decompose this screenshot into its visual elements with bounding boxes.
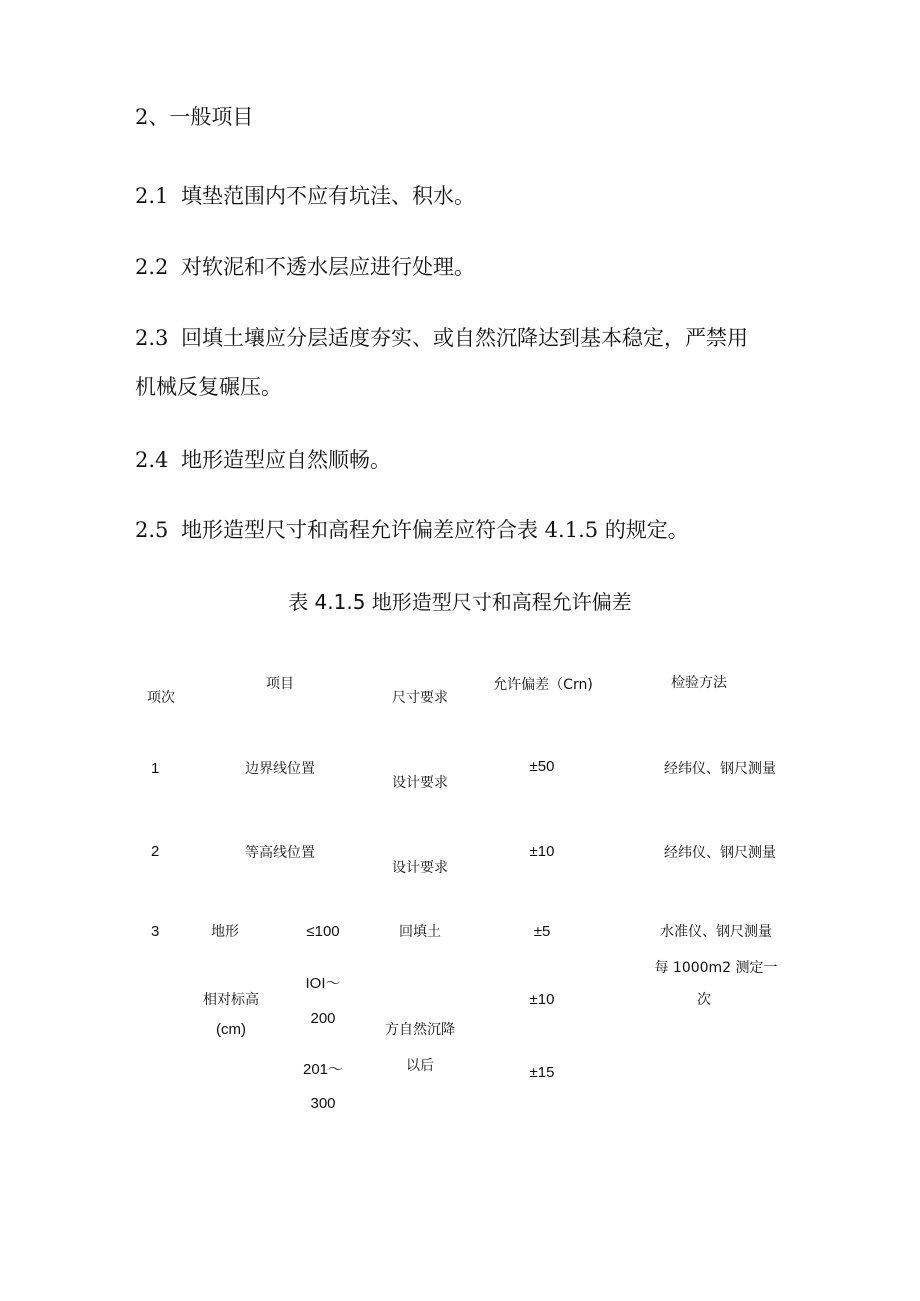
row-seq: 3 [151, 923, 160, 940]
row-seq: 1 [151, 760, 160, 777]
header-item: 项目 [266, 676, 294, 692]
header-tolerance: 允许偏差（Crn) [493, 677, 593, 693]
item-number: 2.4 [135, 448, 169, 472]
item-number: 2.2 [135, 255, 169, 279]
row-method: 经纬仪、钢尺测量 [664, 845, 776, 861]
row-subitem-unit: (cm) [216, 1021, 246, 1038]
row-subitem: 相对标高 [203, 992, 259, 1008]
row-tolerance: ±10 [529, 843, 555, 860]
range-3b: 300 [310, 1095, 336, 1112]
item-text: 回填土壤应分层适度夯实、或自然沉降达到基本稳定，严禁用 [181, 326, 748, 350]
tolerance-1: ±5 [533, 923, 551, 940]
size-1: 回填土 [399, 924, 441, 940]
range-1: ≤100 [306, 923, 340, 940]
row-seq: 2 [151, 843, 160, 860]
tolerance-2: ±10 [529, 991, 555, 1008]
item-number: 2.1 [135, 184, 169, 208]
item-number: 2.5 [135, 518, 169, 542]
item-2-3-continued: 机械反复碾压。 [135, 375, 282, 399]
size-2a: 方自然沉降 [385, 1022, 455, 1038]
row-method: 经纬仪、钢尺测量 [664, 761, 776, 777]
item-2-3 [135, 314, 748, 362]
item-text: 对软泥和不透水层应进行处理。 [181, 255, 475, 279]
row-size: 设计要求 [392, 860, 448, 876]
item-text: 填垫范围内不应有坑洼、积水。 [181, 184, 475, 208]
item-number: 2.3 [135, 326, 169, 350]
row-tolerance: ±50 [529, 758, 555, 775]
item-text: 地形造型尺寸和高程允许偏差应符合表 4.1.5 的规定。 [181, 518, 689, 542]
row-item: 地形 [211, 924, 239, 940]
tolerance-3: ±15 [529, 1064, 555, 1081]
header-method: 检验方法 [671, 675, 727, 691]
header-size: 尺寸要求 [392, 690, 448, 706]
item-2-5 [135, 506, 689, 554]
item-text: 地形造型应自然顺畅。 [181, 448, 391, 472]
row-size: 设计要求 [392, 775, 448, 791]
size-2b: 以后 [406, 1058, 434, 1074]
method-line-2: 每 1000m2 测定一 [654, 960, 778, 976]
range-2b: 200 [310, 1010, 336, 1027]
item-2-1 [135, 172, 475, 220]
section-heading: 2、一般项目 [135, 105, 254, 129]
range-3a: 201～ [302, 1061, 344, 1078]
header-seq: 项次 [147, 690, 175, 706]
row-item: 边界线位置 [245, 761, 315, 777]
item-2-2 [135, 243, 475, 291]
method-line-3: 次 [697, 992, 711, 1008]
table-title: 表 4.1.5 地形造型尺寸和高程允许偏差 [288, 590, 632, 614]
item-2-4 [135, 436, 391, 484]
row-item: 等高线位置 [245, 845, 315, 861]
range-2a: IOI～ [305, 975, 341, 992]
method-line-1: 水准仪、钢尺测量 [660, 924, 772, 940]
